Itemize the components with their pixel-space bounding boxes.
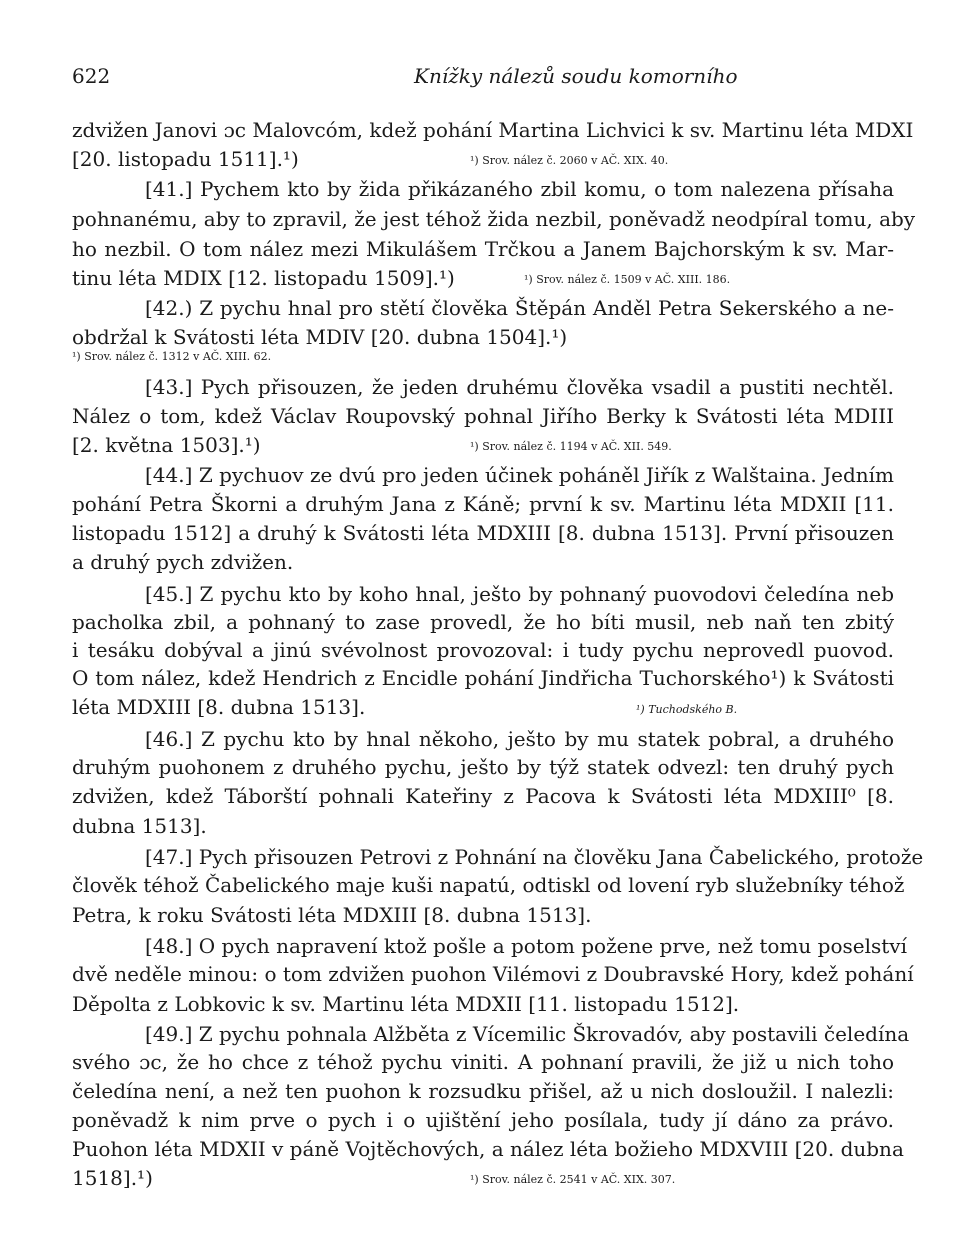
- text-line: tinu léta MDIX [12. listopadu 1509].¹): [72, 266, 455, 290]
- paragraph-43-line: [43.] Pych přisouzen, že jeden druhému člověka vsadil a pustiti nechtěl.: [145, 375, 894, 399]
- paragraph-44-line: [44.] Z pychuov ze dvú pro jeden účinek poháněl Jiřík z Walštaina. Jedním: [145, 463, 894, 487]
- text-line: i tesáku dobýval a jinú svévolnost provozoval: i tudy pychu neprovedl puovod.: [72, 638, 894, 662]
- text-line: Puohon léta MDXII v páně Vojtěchových, a nález léta božieho MDXVIII [20. dubna: [72, 1137, 904, 1161]
- text-line: obdržal k Svátosti léta MDIV [20. dubna 1504].¹): [72, 325, 568, 349]
- text-line: léta MDXIII [8. dubna 1513].: [72, 695, 366, 719]
- text-line: ho nezbil. O tom nález mezi Mikulášem Trčkou a Janem Bajchorským k sv. Mar-: [72, 237, 894, 261]
- text-line: svého ɔc, že ho chce z téhož pychu viniti. A pohnaní pravili, že již u nich toho: [72, 1050, 894, 1074]
- text-line: zdvižen, kdež Táborští pohnali Kateřiny z Pacova k Svátosti léta MDXIII⁰ [8.: [72, 784, 894, 808]
- text-line: [2. května 1503].¹): [72, 433, 261, 457]
- text-line: pohání Petra Škorni a druhým Jana z Káně; první k sv. Martinu léta MDXII [11.: [72, 492, 894, 516]
- footnote-reference: ¹) Srov. nález č. 2060 v AČ. XIX. 40.: [470, 154, 669, 167]
- paragraph-42-line: [42.) Z pychu hnal pro stětí člověka Štěpán Anděl Petra Sekerského a ne-: [145, 296, 894, 320]
- footnote-reference: ¹) Srov. nález č. 1509 v AČ. XIII. 186.: [524, 273, 731, 286]
- text-line: a druhý pych zdvižen.: [72, 550, 294, 574]
- text-line: dubna 1513].: [72, 814, 207, 838]
- paragraph-49-line: [49.] Z pychu pohnala Alžběta z Vícemilic Škrovadóv, aby postavili čeledína: [145, 1022, 910, 1046]
- paragraph-45-line: [45.] Z pychu kto by koho hnal, ješto by pohnaný puovodovi čeledína neb: [145, 582, 894, 606]
- text-line: pohnanému, aby to zpravil, že jest téhož žida nezbil, poněvadž neodpíral tomu, aby: [72, 207, 916, 231]
- text-line: 1518].¹): [72, 1166, 153, 1190]
- page-number: 622: [72, 64, 111, 88]
- text-line: pacholka zbil, a pohnaný to zase provedl, že ho bíti musil, neb naň ten zbitý: [72, 610, 894, 634]
- text-line: člověk téhož Čabelického maje kuši napatú, odtiskl od lovení ryb služebníky téhož: [72, 873, 905, 897]
- running-title: Knížky nálezů soudu komorního: [414, 64, 738, 88]
- text-line: O tom nález, kdež Hendrich z Encidle pohání Jindřicha Tuchorského¹) k Svátosti: [72, 666, 894, 690]
- text-line: listopadu 1512] a druhý k Svátosti léta MDXIII [8. dubna 1513]. První přisouzen: [72, 521, 894, 545]
- paragraph-48-line: [48.] O pych napravení ktož pošle a potom požene prve, než tomu poselství: [145, 934, 907, 958]
- text-line: dvě neděle minou: o tom zdvižen puohon Vilémovi z Doubravské Hory, kdež pohání: [72, 962, 914, 986]
- text-line: zdvižen Janovi ɔc Malovcóm, kdež pohání Martina Lichvici k sv. Martinu léta MDXI: [72, 118, 914, 142]
- text-line: Děpolta z Lobkovic k sv. Martinu léta MDXII [11. listopadu 1512].: [72, 992, 740, 1016]
- footnote-variant: ¹) Tuchodského B.: [636, 703, 738, 716]
- paragraph-46-line: [46.] Z pychu kto by hnal někoho, ješto by mu statek pobral, a druhého: [145, 727, 894, 751]
- footnote-reference: ¹) Srov. nález č. 2541 v AČ. XIX. 307.: [470, 1173, 676, 1186]
- footnote-reference: ¹) Srov. nález č. 1194 v AČ. XII. 549.: [470, 440, 672, 453]
- text-line: Petra, k roku Svátosti léta MDXIII [8. dubna 1513].: [72, 903, 592, 927]
- text-line: poněvadž k nim prve o pych i o ujištění jeho posílala, tudy jí dáno za právo.: [72, 1108, 894, 1132]
- footnote-reference: ¹) Srov. nález č. 1312 v AČ. XIII. 62.: [72, 350, 272, 363]
- page-header: [72, 62, 896, 92]
- paragraph-47-line: [47.] Pych přisouzen Petrovi z Pohnání na člověku Jana Čabelického, protože: [145, 845, 924, 869]
- text-line: druhým puohonem z druhého pychu, ješto by týž statek odvezl: ten druhý pych: [72, 755, 894, 779]
- text-line: čeledína není, a než ten puohon k rozsudku přišel, až u nich dosloužil. I nalezli:: [72, 1079, 894, 1103]
- paragraph-41-line: [41.] Pychem kto by žida přikázaného zbil komu, o tom nalezena přísaha: [145, 177, 894, 201]
- text-line: [20. listopadu 1511].¹): [72, 147, 299, 171]
- text-line: Nález o tom, kdež Václav Roupovský pohnal Jiřího Berky k Svátosti léta MDIII: [72, 404, 894, 428]
